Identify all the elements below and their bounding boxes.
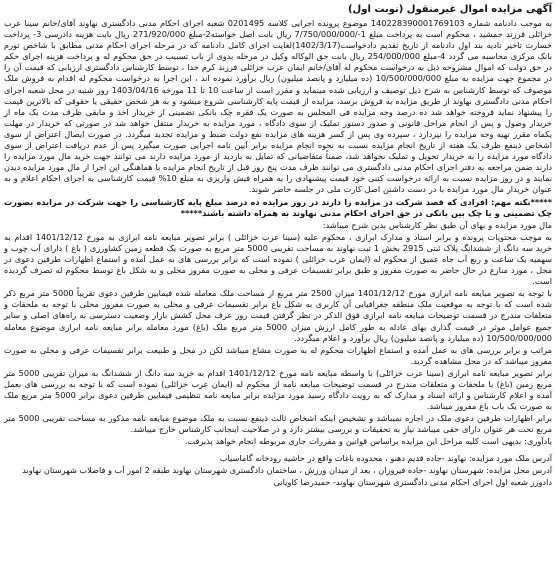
notice-important-note: *****نکته مهم: افرادی که قصد شرکت در مزایده را دارند در روز مزایده ده درصد مبلغ پایه کارشناسی را جهت شرکت در مزایده بصورت چک تضمینی و یا چک بین بانکی در حق اجرای احکام مدنی نهاوند به همراه داشته باشند*****: [4, 196, 552, 218]
notice-paragraph-valuation: با توجه به تصویر مبایعه نامه ابرازی مورخ 1401/12/12 میزان 2500 متر مربع از مساحت ملک معامله شده فیمابین طرفین دعوی تقریباً 5000 متر مربع ذکر شده است که با توجه به موقعیت ملک منطقه جغرافیایی آن کاربری به شکل باغ برابر تقسیمات عرفی و محلی به صورت مفروز محلی با توجه به ملحقات و متعلقات مندرج در قسمت توضیحات مبایعه نامه ابرازی فوق الذکر در نظر گرفتن قیمت روز عرف محل کشش بازار وضعیت دسترسی به راه‌های اصلی و سایر جمیع عوامل موثر در قیمت گذاری بهای عادله به طور کامل ارزش میزان 5000 متر مربع ملک (باغ) مورد معامله برابر مبایعه نامه ابرازی موضوع معامله 10/500/000/000 (ده میلیارد و پانصد میلیون) ریال برآورد و اعلام میگردد.: [4, 288, 552, 343]
property-address: آدرس ملک مورد مزایده: نهاوند -جاده قدیم دهنو ، محدوده باغات واقع در حاشیه رودخانه گاماسیاب: [219, 452, 552, 463]
notice-title: آگهی مزایده اموال غیرمنقول (نوبت اول): [347, 4, 552, 15]
notice-paragraph-third-party: برابر اظهارات طرفین دعوی ملک در اجاره نمیباشد و تشخیص اینکه اشخاص ثالث ذینفع نسبت به ملک موضوع مبایعه نامه مذکور به مساحت تقریبی 5000 متر مربع تحت هر عنوان دارای حقی میباشد نیاز به تحقیقات و بررسی بیشتر دارد و در صلاحیت اینجانب کارشناس خارج میباشد.: [4, 413, 552, 435]
auction-address: آدرس محل مزایده: شهرستان نهاوند -جاده فیروزان ، بعد از میدان ورزش ، ساختمان دادگستری شهرستان نهاوند طبقه 2 امور آب و فاضلاب شهرستان نهاوند: [22, 464, 552, 475]
notice-paragraph-description: به موجب محتویات پرونده و برابر اسناد و مدارک ابرازی ، محکوم علیه (سینا عرب خزائلی ) برابر تصویر مبایعه نامه ابرازی به مورخ 1401/12/12 اقدام به خرید سه دانگ از ششدانگ پلاک ثبتی 2915 بخش 1 ثبت نهاوند به مساحت تقریبی 5000 متر مربع به صورت یک قطعه زمین کشاورزی ( باغ ) دارای آب چوب و سهمیه یک ساعت و ربع آب جاه عمیق از محکوم له (ایمان عرب خزائلی ) نموده است که برابر بررسی های به عمل آمده و استماع اظهارات طرفین دعوی در محل ، مورد منازع در حال حاضر به صورت مفروز و طبق برابر تقسیمات عرفی و محلی به صورت مفروز محلی و به شکل باغ توسط محکوم له تصرف گردیده است.: [4, 231, 553, 287]
notice-property-heading: مال مورد مزایده و بهای آن طبق نظر کارشناس بدین شرح میباشد:: [322, 219, 552, 230]
notice-paragraph-status: مراتب و برابر بررسی های به عمل آمده و استماع اظهارات محکوم له به صورت مشاع میباشد لکن در محل و طبیعت برابر تقسیمات عرفی و محلی به صورت مفروز میباشد که در محل مشاهده گردید.: [4, 344, 552, 366]
notice-paragraph-reminder: یادآوری: بدیهی است کلیه مراحل این مزایده براساس قوانین و مقررات جاری مربوطه انجام خواهد پذیرفت.: [184, 436, 552, 447]
notice-paragraph-main: به موجب دادنامه شماره 140228390001769103 موضوع پرونده اجرایی کلاسه 0201495 شعبه اجرای احکام مدنی دادگستری نهاوند آقای/خانم سینا عرب خزائلی فرزند جمشید ، محکوم است به پرداخت مبلغ 1-/7/750/000/000 ریال بابت اصل خواسته2-مبلغ 271/920/000 ریال بابت هزینه دادرسی 3- پرداخت خسارت تاخیر تادیه بند اول دادنامه از تاریخ تقدیم دادخواست(1402/3/17)لغایت اجرای کامل دادنامه که در مرحله اجرای احکام مدنی مطابق با شاخص تورم بانک مرکزی محاسبه می گردد 4-مبلغ 254/000/000 ریال بابت حق الوکاله وکیل در مرحله بدوی از باب تسبیب در حق محکوم له و پرداخت هزینه اجرای حکم در حق دولت که اموال مشروحه ذیل به درخواست محکوم له آقای/خانم ایمان عرب خزائلی فرزند کرم خدا ، توسط کارشناس دادگستری ارزیابی که قیمت آن را در مجموع جهت مزایده به مبلغ 10/500/000/000 (ده میلیارد و پانصد میلیون) ریال برآورد نموده اند ، این اجرا به درخواست محکوم له اقدام به فروش ملک موصوف که توسط کارشناس به شرح ذیل توصیف و ارزیابی شده مینماید و مقرر است از ساعت 10 تا 11 مورخه 1403/04/16 روز شنبه در محل شعبه اجرای احکام مدنی دادگستری نهاوند از طریق مزایده به فروش برسد، مزایده از قیمت پایه کارشناسی شروع میشود و به هر شخص حقیقی یا حقوقی که بالاترین قیمت را پیشنهاد نماید فروخته خواهد شد ده درصد وجه مزایده فی المجلس به صورت یک فقره چک بانکی تضمینی از خریدار اخذ و مابقی ظرف مدت یک ماه از خریدار وصول و پس از انجام مراحل قانونی و صدور دستور تمليک از سوی دادگاه ، مورد مزایده به خریدار منتقل خواهد شد در صورتی که خریدار در مهلت یکماه مقرر تهیه وجه مزایده را نپردازد ، سپرده وی پس از کسر هزینه های مزایده نفع دولت ضبط و مزایده تجدید میگردد. در صورت ایصال اعتراض از سوی اشخاص ذینفع ظرف یک هفته از تاریخ انجام مزایده نسبت به نحوه انجام مزایده برابر آیین نامه اجرایی صورت میگیرد پس از عدم دریافت اعتراض از سوی دادگاه مورد مزایده را به خریدار تحویل و تملیک نخواهد شد، ضمناً متقاضیانی که تمایل به بازدید از مورد مزایده دارند می توانند جهت خرید مال مورد مزایده را دارند ضمن مراجعه به دفتر اجرای احکام مدنی دادگستری می توانند ظرف مدت پنج روز قبل از تاریخ انجام مزایده با هماهنگی این اجرا از مال مورد مزایده دیدن نمایند و در روز مزایده نسبت به ارائه درخواست کتبی خود قیمت پیشنهادی را به همراه فیش واریزی به مبلغ 10% قیمت کارشناسی به اجرای احکام اعلام و به عنوان خریدار مال مورد مزایده با در دست داشتن اصل کارت ملی در جلسه حاضر شوند.: [4, 18, 553, 195]
notice-paragraph-contract: برابر تصویر مبایعه نامه ابرازی (سینا عرب خزائلی) با واسطه مبایعه نامه مورخ 1401/12/12 اقدام به خرید سه دانگ از ششدانگ به میزان تقریبی 5000 متر مربع زمین (باغ) با ملحقات و متعلقات مندرج در قسمت توضیحات مبایعه نامه از محکوم له (ایمان عرب خزائلی) نموده است که با توجه به بررسی های بعمل آمده و اعلام کارشناس و ارائه اسناد و مدارک که به رویت دادگاه رسید مورد مزایده برابر مبایعه نامه تنظیمی فیمابین طرفین دعوی برابر 5000 متر مربع ملک به صورت یک باب باغ مفروز میباشد.: [4, 367, 552, 412]
office-signature: دادورز شعبه اول اجرای احکام مدنی دادگستری شهرستان نهاوند- حمیدرضا کاویانی: [273, 476, 552, 487]
